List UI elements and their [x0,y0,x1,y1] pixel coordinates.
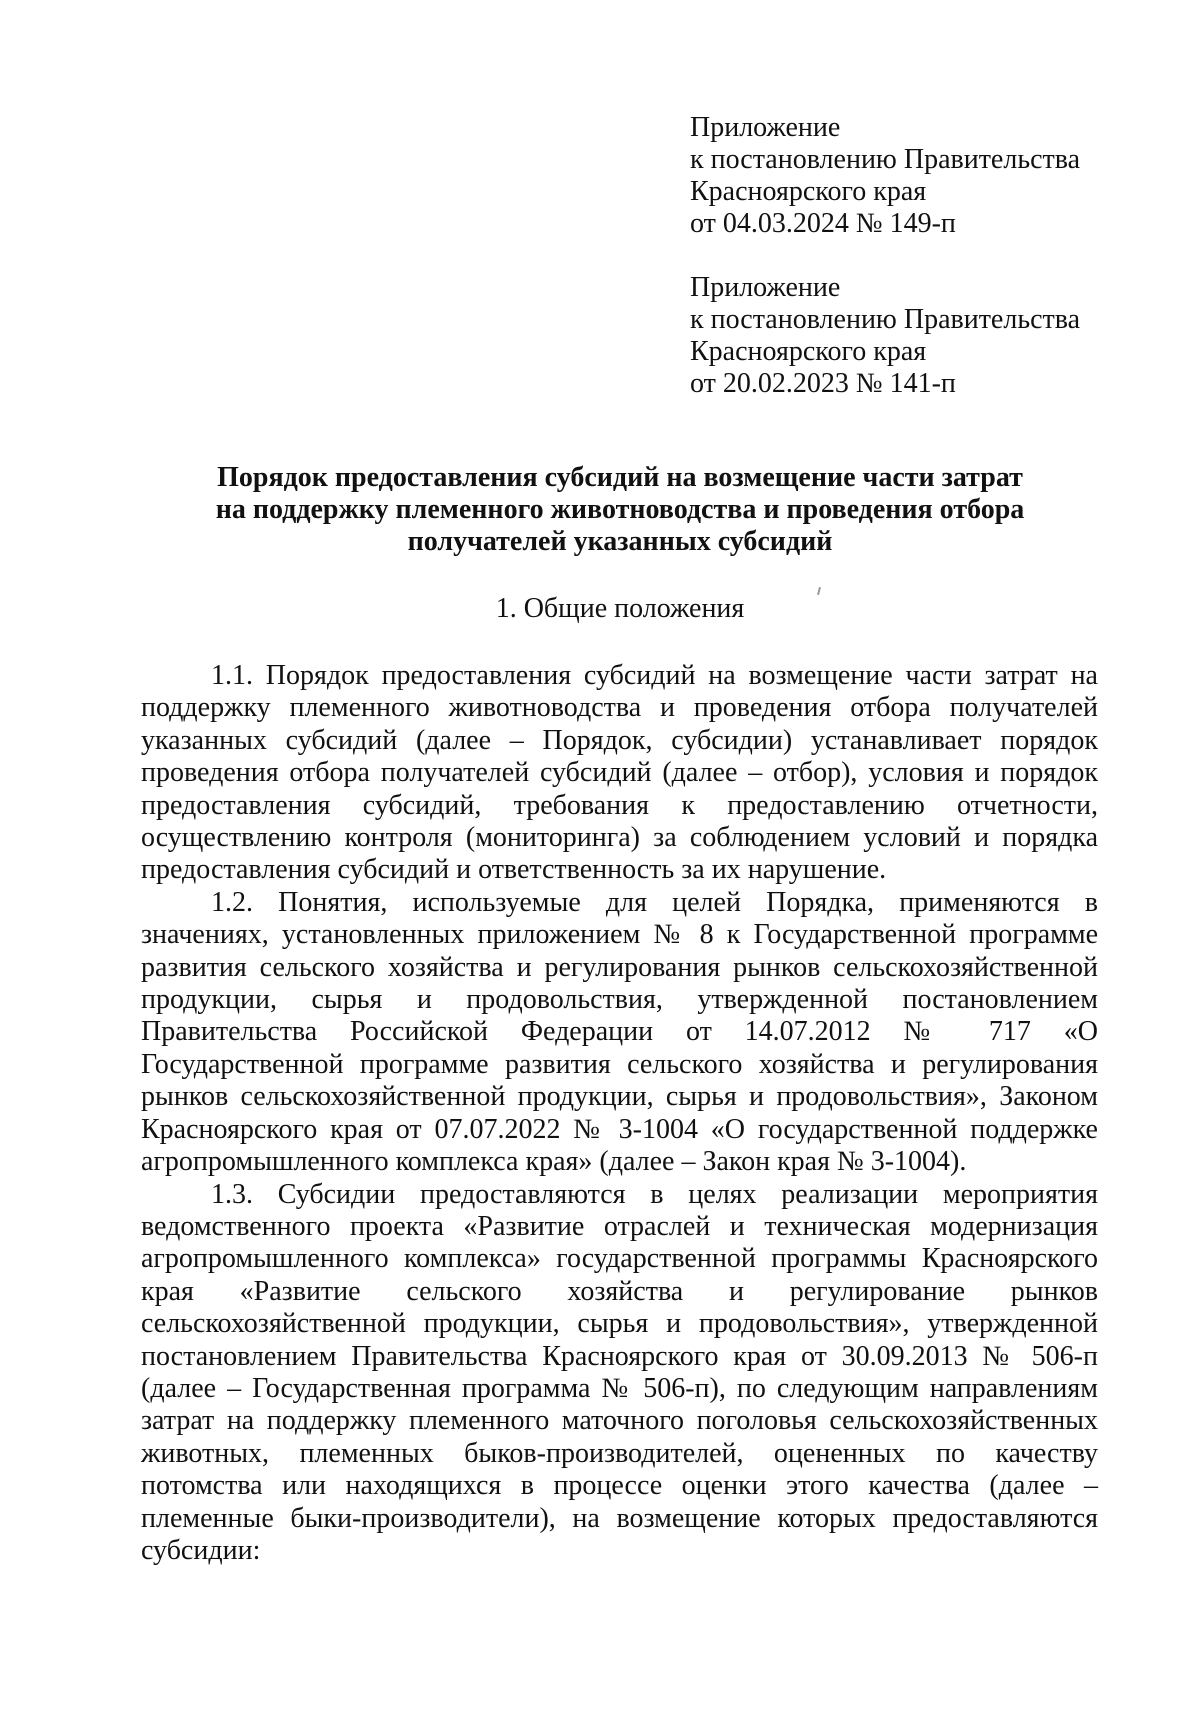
paragraph-1-2: 1.2. Понятия, используемые для целей Порядка, применяются в значениях, установленных приложением № 8 к Государственной программе развития сельского хозяйства и регулирования рынков сельскохозяйственной продукции, сырья и продовольствия, утвержденной постановлением Правительства Российской Федерации от 14.07.2012 № 717 «О Государственной программе развития сельского хозяйства и регулирования рынков сельскохозяйственной продукции, сырья и продовольствия», Законом Красноярского края от 07.07.2022 № 3-1004 «О государственной поддержке агропромышленного комплекса края» (далее – Закон края № 3-1004). [141,886,1098,1178]
title-line: получателей указанных субсидий [407,526,833,557]
title-line: на поддержку племенного животноводства и проведения отбора [215,494,1025,525]
appendix-date-number: от 04.03.2024 № 149-п [690,208,956,239]
document-body [141,660,1098,1567]
appendix-region: Красноярского края [690,336,927,367]
appendix-resolution-ref: к постановлению Правительства [690,144,1081,175]
appendix-date-number: от 20.02.2023 № 141-п [690,368,956,399]
title-line: Порядок предоставления субсидий на возмещение части затрат [217,462,1023,493]
appendix-block-current [690,112,1130,240]
paragraph-1-3: 1.3. Субсидии предоставляются в целях реализации мероприятия ведомственного проекта «Развитие отраслей и техническая модернизация агропромышленного комплекса» государственной программы Красноярского края «Развитие сельского хозяйства и регулирование рынков сельскохозяйственной продукции, сырья и продовольствия», утвержденной постановлением Правительства Красноярского края от 30.09.2013 № 506-п (далее – Государственная программа № 506-п), по следующим направлениям затрат на поддержку племенного маточного поголовья сельскохозяйственных животных, племенных быков-производителей, оцененных по качеству потомства или находящихся в процессе оценки этого качества (далее – племенные быки-производители), на возмещение которых предоставляются субсидии: [141,1178,1098,1566]
paragraph-1-1: 1.1. Порядок предоставления субсидий на возмещение части затрат на поддержку племенного животноводства и проведения отбора получателей указанных субсидий (далее – Порядок, субсидии) устанавливает порядок проведения отбора получателей субсидий (далее – отбор), условия и порядок предоставления субсидий, требования к предоставлению отчетности, осуществлению контроля (мониторинга) за соблюдением условий и порядка предоставления субсидий и ответственность за их нарушение. [141,660,1098,886]
appendix-label: Приложение [690,272,841,303]
appendix-region: Красноярского края [690,176,927,207]
appendix-label: Приложение [690,112,841,143]
appendix-resolution-ref: к постановлению Правительства [690,304,1081,335]
section-heading: 1. Общие положения [495,593,745,624]
document-title [150,462,1090,558]
appendix-block-original [690,272,1130,400]
